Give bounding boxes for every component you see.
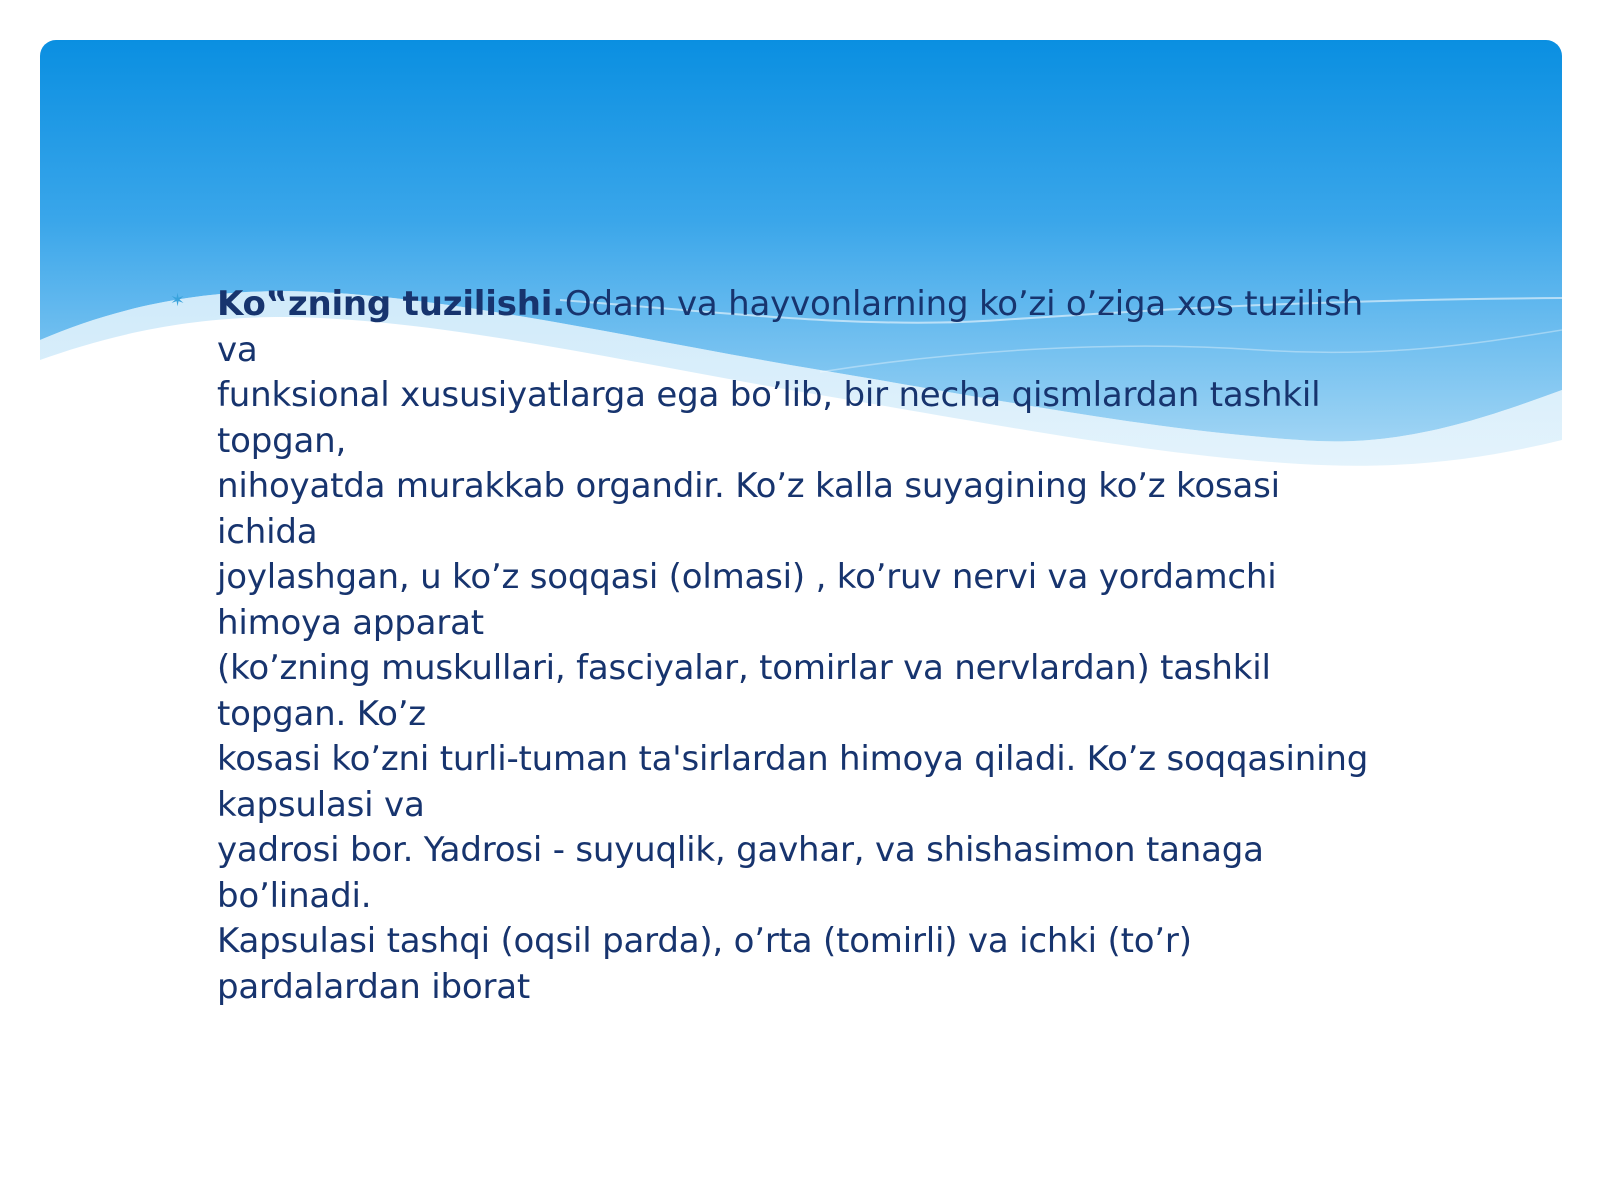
star-bullet-icon: ✶ (170, 290, 186, 311)
paragraph-text (217, 282, 1430, 1010)
paragraph-line: joylashgan, u ko’z soqqasi (olmasi) , ko’ruv nervi va yordamchi (217, 557, 1277, 597)
paragraph-line: nihoyatda murakkab organdir. Ko’z kalla suyagining ko’z kosasi (217, 466, 1280, 506)
paragraph-line: himoya apparat (217, 602, 484, 643)
paragraph-line: ichida (217, 511, 318, 552)
paragraph-line: kapsulasi va (217, 784, 425, 825)
paragraph-line: funksional xususiyatlarga ega bo’lib, bir necha qismlardan tashkil (217, 375, 1321, 415)
paragraph-line: topgan. Ko’z (217, 693, 426, 734)
heading-bold: Ko‟zning tuzilishi. (217, 284, 565, 324)
paragraph-line: va (217, 329, 258, 370)
paragraph-line: pardalardan iborat (217, 966, 531, 1007)
line-text: Odam va hayvonlarning ko’zi o’ziga xos tuzilish (564, 284, 1363, 324)
paragraph-line-1 (217, 282, 1430, 328)
paragraph-line: kosasi ko’zni turli-tuman ta'sirlardan himoya qiladi. Ko’z soqqasining (217, 739, 1369, 779)
paragraph-line: yadrosi bor. Yadrosi - suyuqlik, gavhar, va shishasimon tanaga (217, 830, 1264, 870)
bullet-paragraph (170, 282, 1430, 1010)
paragraph-line: Kapsulasi tashqi (oqsil parda), o’rta (tomirli) va ichki (to’r) (217, 921, 1192, 961)
slide-body (170, 282, 1430, 1010)
paragraph-line: (ko’zning muskullari, fasciyalar, tomirlar va nervlardan) tashkil (217, 648, 1271, 688)
paragraph-line: bo’linadi. (217, 875, 372, 916)
paragraph-line: topgan, (217, 420, 347, 461)
